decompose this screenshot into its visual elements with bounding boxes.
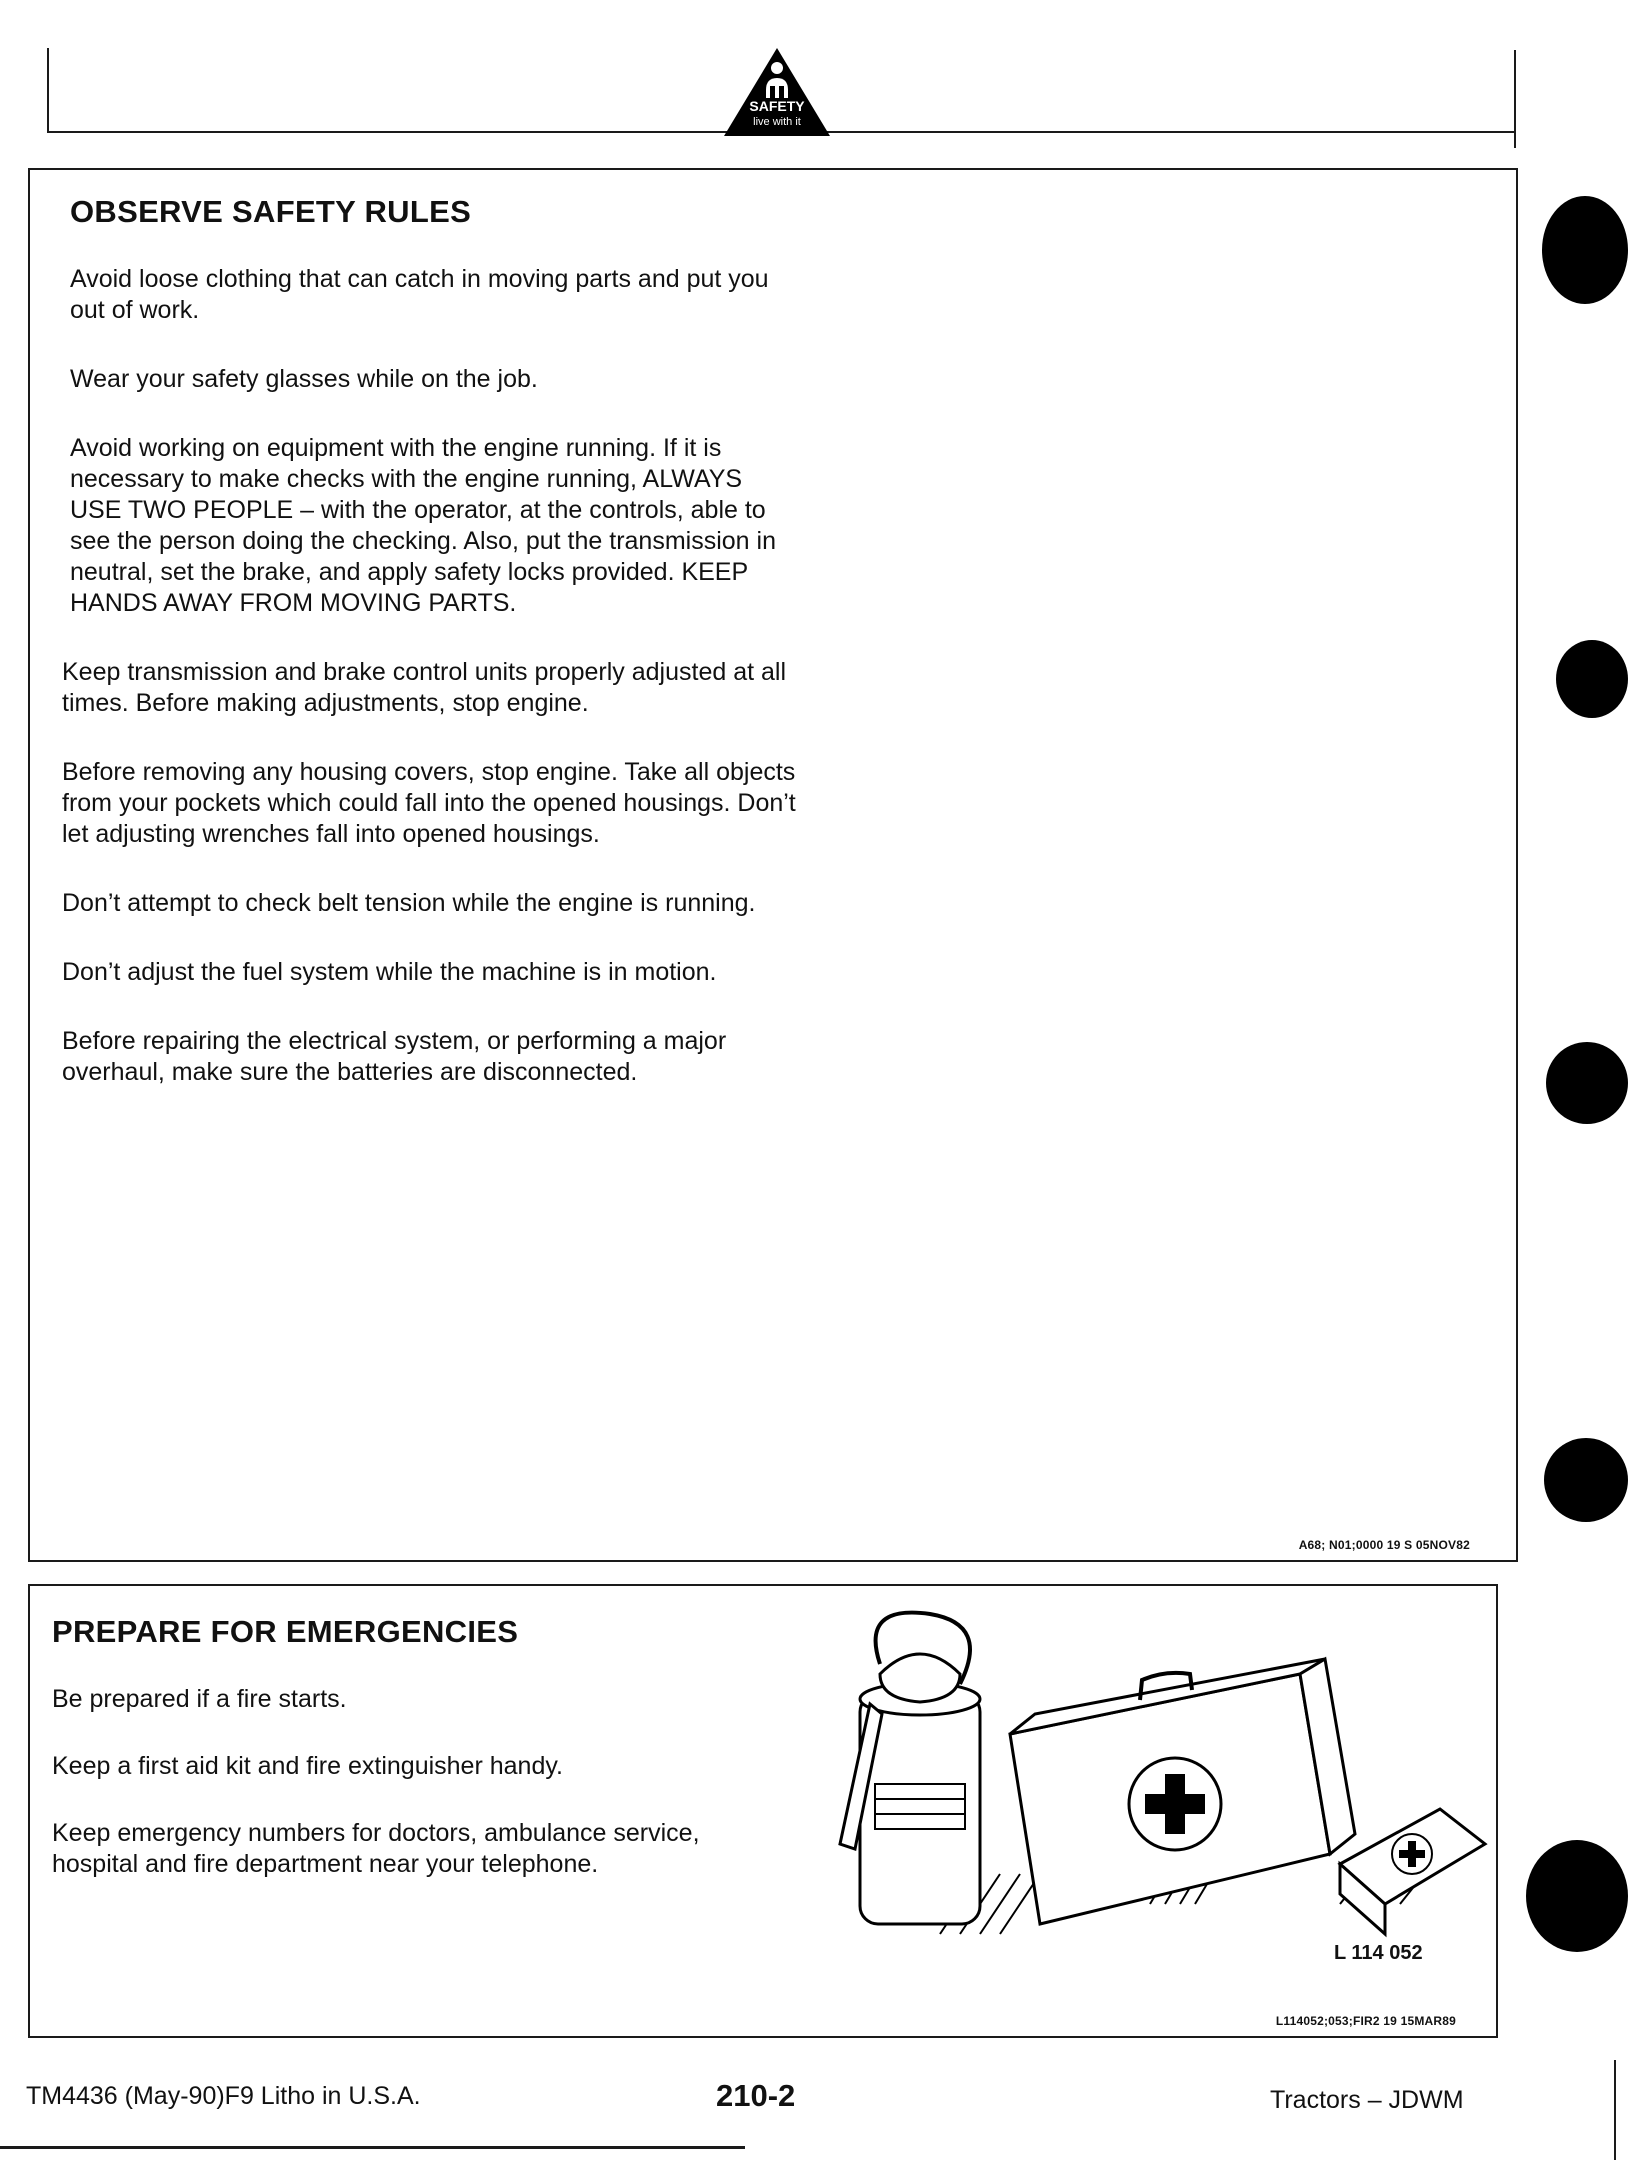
section1-para-3: Avoid working on equipment with the engine running. If it is necessary to make checks with the engine running, ALWAYS USE TWO PEOPLE – with the operator, at the controls, able to see the person doing the checking. Also, put the transmission in neutral, set the brake, and apply safety locks provided. KEEP HANDS AWAY FROM MOVING PARTS. (70, 434, 776, 617)
section2-reference-code: L114052;053;FIR2 19 15MAR89 (1275, 2014, 1456, 2028)
section1-para-8: Before repairing the electrical system, or performing a major overhaul, make sure the batteries are disconnected. (62, 1027, 727, 1086)
section-prepare-for-emergencies (28, 1584, 1498, 2038)
binder-hole-5 (1526, 1840, 1628, 1952)
figure-label: L 114 052 (1334, 1942, 1423, 1964)
safety-logo-top-text: SAFETY (749, 98, 805, 114)
safety-logo-bottom-text: live with it (753, 116, 801, 128)
section2-para-2: Keep a first aid kit and fire extinguisher handy. (52, 1752, 563, 1780)
fire-extinguisher-first-aid-kit-icon (820, 1604, 1490, 1944)
section1-title: OBSERVE SAFETY RULES (70, 194, 472, 229)
footer-right-edge (1614, 2060, 1616, 2160)
page-number: 210-2 (716, 2078, 796, 2113)
binder-hole-4 (1544, 1438, 1628, 1522)
section2-para-3: Keep emergency numbers for doctors, ambulance service, hospital and fire department near your telephone. (52, 1819, 700, 1878)
section1-para-1: Avoid loose clothing that can catch in moving parts and put you out of work. (70, 265, 769, 324)
binder-hole-2 (1556, 640, 1628, 718)
header-right-rule (1514, 50, 1516, 148)
section1-para-7: Don’t adjust the fuel system while the machine is in motion. (62, 958, 717, 986)
footer-rule (0, 2146, 745, 2149)
section1-para-5: Before removing any housing covers, stop engine. Take all objects from your pockets which could fall into the opened housings. Don’t let adjusting wrenches fall into opened housings. (62, 758, 796, 848)
binder-hole-1 (1542, 196, 1628, 304)
section1-para-2: Wear your safety glasses while on the job. (70, 365, 538, 393)
safety-logo (722, 46, 832, 138)
section2-para-1: Be prepared if a fire starts. (52, 1685, 347, 1713)
section1-reference-code: A68; N01;0000 19 S 05NOV82 (1298, 1538, 1470, 1552)
binder-hole-3 (1546, 1042, 1628, 1124)
section2-body (52, 1684, 772, 1880)
section1-body (62, 264, 798, 1088)
emergency-illustration (820, 1604, 1490, 1944)
footer-right: Tractors – JDWM (1270, 2086, 1464, 2114)
section1-para-4: Keep transmission and brake control units properly adjusted at all times. Before making adjustments, stop engine. (62, 658, 787, 717)
section-observe-safety-rules (28, 168, 1518, 1562)
section2-title: PREPARE FOR EMERGENCIES (52, 1614, 519, 1649)
header-left-rule (47, 48, 49, 132)
section1-para-6: Don’t attempt to check belt tension while the engine is running. (62, 889, 756, 917)
footer-left: TM4436 (May-90)F9 Litho in U.S.A. (26, 2082, 421, 2110)
